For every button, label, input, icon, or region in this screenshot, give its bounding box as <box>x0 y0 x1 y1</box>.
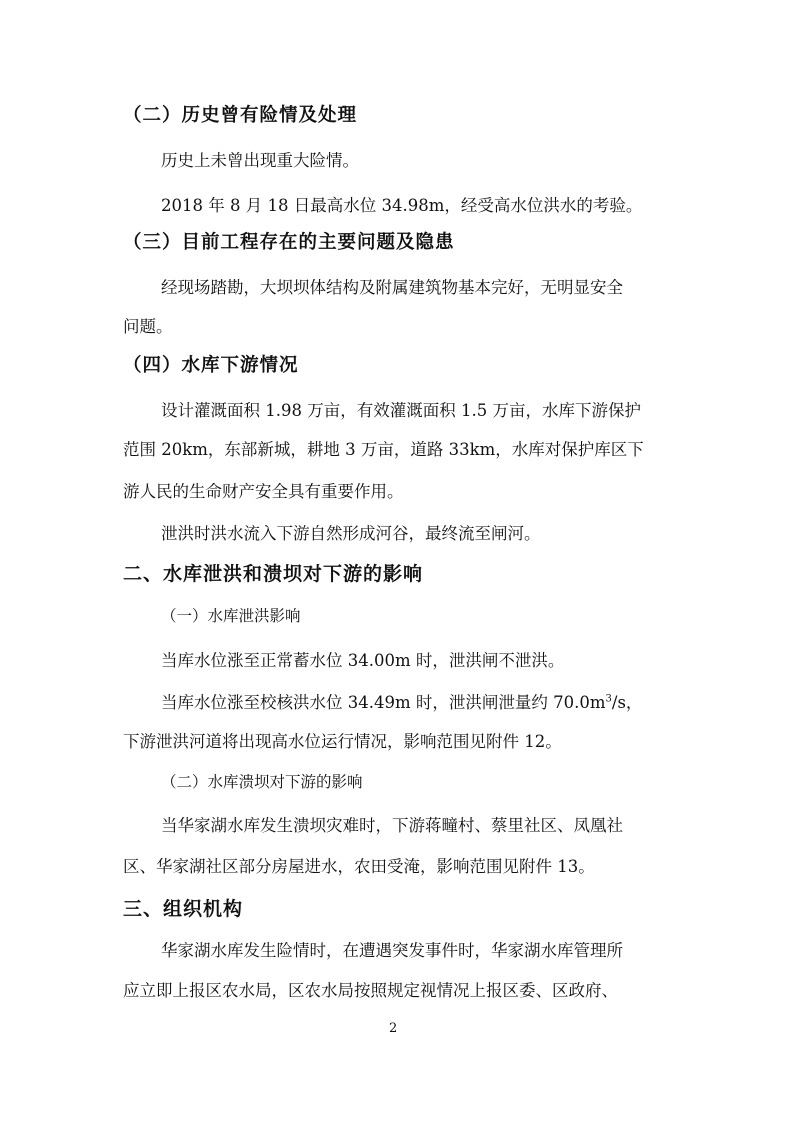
paragraph-text: /s， <box>611 693 643 712</box>
paragraph-line: 范围 20km，东部新城，耕地 3 万亩，道路 33km，水库对保护库区下 <box>123 440 644 459</box>
chapter-heading-organization: 三、组织机构 <box>123 898 244 920</box>
paragraph-line: 设计灌溉面积 1.98 万亩，有效灌溉面积 1.5 万亩，水库下游保护 <box>161 401 641 420</box>
paragraph-line: 泄洪时洪水流入下游自然形成河谷，最终流至闸河。 <box>161 524 541 543</box>
paragraph-line: 经现场踏勘，大坝坝体结构及附属建筑物基本完好，无明显安全 <box>161 278 623 297</box>
paragraph-line: 区、华家湖社区部分房屋进水，农田受淹，影响范围见附件 13。 <box>123 857 595 876</box>
section-heading-downstream: （四）水库下游情况 <box>123 355 299 376</box>
paragraph-line: 游人民的生命财产安全具有重要作用。 <box>123 482 404 501</box>
paragraph-line <box>161 692 642 714</box>
paragraph-line: 2018 年 8 月 18 日最高水位 34.98m，经受高水位洪水的考验。 <box>161 196 643 215</box>
paragraph-line: 下游泄洪河道将出现高水位运行情况，影响范围见附件 12。 <box>123 732 562 751</box>
page-number: 2 <box>389 1021 398 1036</box>
chapter-heading-discharge-impact: 二、水库泄洪和溃坝对下游的影响 <box>123 563 424 585</box>
paragraph-line: 问题。 <box>123 317 173 336</box>
superscript: 3 <box>605 693 612 705</box>
section-heading-problems: （三）目前工程存在的主要问题及隐患 <box>123 232 455 253</box>
paragraph-line: 当华家湖水库发生溃坝灾难时，下游蒋疃村、蔡里社区、凤凰社 <box>161 816 623 835</box>
subsection-heading-dam-break: （二）水库溃坝对下游的影响 <box>161 773 363 791</box>
paragraph-text: 当库水位涨至校核洪水位 34.49m 时，泄洪闸泄量约 70.0m <box>161 693 606 712</box>
paragraph-line: 历史上未曾出现重大险情。 <box>161 151 359 170</box>
paragraph-line: 应立即上报区农水局，区农水局按照规定视情况上报区委、区政府、 <box>123 981 618 1000</box>
paragraph-line: 当库水位涨至正常蓄水位 34.00m 时，泄洪闸不泄洪。 <box>161 651 565 670</box>
paragraph-line: 华家湖水库发生险情时，在遭遇突发事件时，华家湖水库管理所 <box>161 941 623 960</box>
section-heading-history: （二）历史曾有险情及处理 <box>123 105 358 126</box>
subsection-heading-discharge: （一）水库泄洪影响 <box>161 607 301 625</box>
